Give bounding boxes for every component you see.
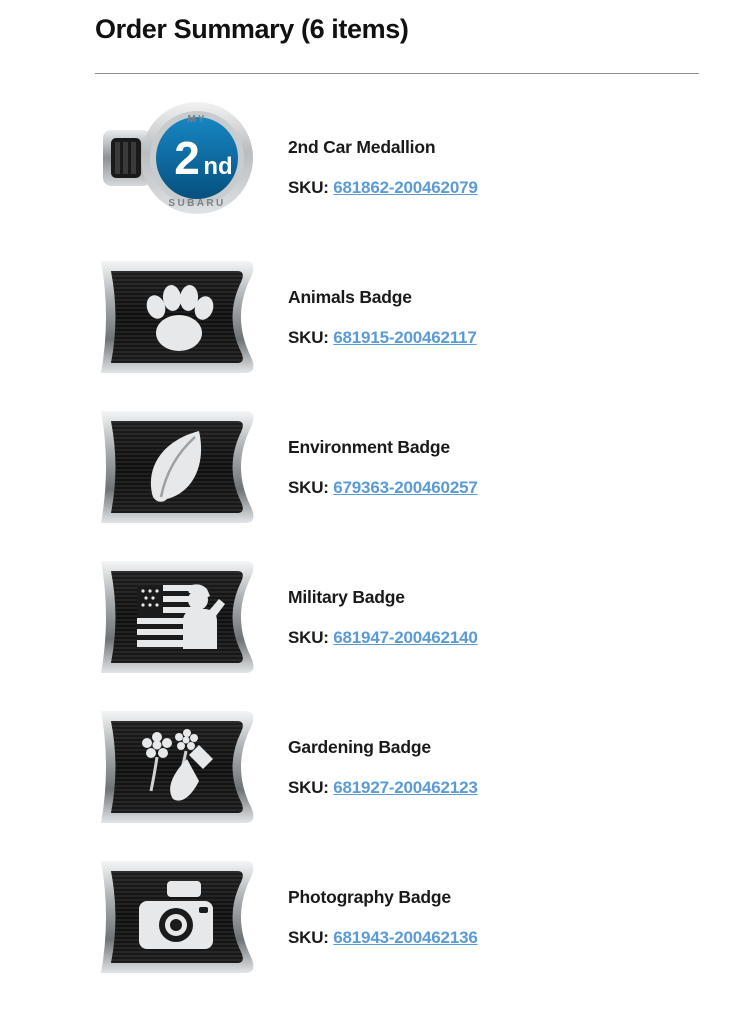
- item-name: Military Badge: [288, 586, 405, 607]
- svg-text:nd: nd: [203, 153, 233, 181]
- sku-label: SKU:: [288, 927, 329, 947]
- item-name: Gardening Badge: [288, 736, 431, 757]
- item-info: [260, 737, 698, 798]
- item-info: [260, 887, 698, 948]
- item-thumbnail[interactable]: [95, 247, 260, 387]
- sku-link[interactable]: 681862-200462079: [333, 177, 478, 197]
- title-divider: [95, 73, 699, 74]
- order-summary-page: [0, 13, 753, 992]
- medallion-2nd-car-icon: [95, 102, 260, 232]
- page-title: Order Summary (6 items): [95, 14, 409, 44]
- sku-link[interactable]: 681947-200462140: [333, 627, 478, 647]
- item-name: Photography Badge: [288, 886, 451, 907]
- list-item[interactable]: [95, 242, 698, 392]
- item-sku: [288, 778, 698, 798]
- military-salute-flag-icon: [95, 547, 260, 687]
- svg-text:MY: MY: [187, 114, 207, 126]
- item-sku: [288, 928, 698, 948]
- list-item[interactable]: [95, 542, 698, 692]
- item-sku: [288, 328, 698, 348]
- item-thumbnail[interactable]: [95, 102, 260, 232]
- sku-label: SKU:: [288, 177, 329, 197]
- item-thumbnail[interactable]: [95, 397, 260, 537]
- item-info: [260, 287, 698, 348]
- sku-link[interactable]: 681943-200462136: [333, 927, 478, 947]
- leaf-icon: [95, 397, 260, 537]
- item-info: [260, 137, 698, 198]
- item-info: [260, 587, 698, 648]
- item-sku: [288, 628, 698, 648]
- svg-text:SUBARU: SUBARU: [168, 198, 226, 210]
- item-name: Environment Badge: [288, 436, 450, 457]
- item-name: 2nd Car Medallion: [288, 136, 436, 157]
- order-items-list: [95, 92, 698, 992]
- sku-link[interactable]: 681915-200462117: [333, 327, 477, 347]
- item-info: [260, 437, 698, 498]
- sku-label: SKU:: [288, 477, 329, 497]
- svg-text:2: 2: [174, 132, 200, 185]
- sku-label: SKU:: [288, 327, 329, 347]
- trowel-flowers-icon: [95, 697, 260, 837]
- item-thumbnail[interactable]: [95, 847, 260, 987]
- item-name: Animals Badge: [288, 286, 412, 307]
- paw-print-icon: [95, 247, 260, 387]
- sku-label: SKU:: [288, 777, 329, 797]
- sku-label: SKU:: [288, 627, 329, 647]
- item-thumbnail[interactable]: [95, 547, 260, 687]
- sku-link[interactable]: 679363-200460257: [333, 477, 478, 497]
- item-sku: [288, 178, 698, 198]
- list-item[interactable]: [95, 92, 698, 242]
- item-sku: [288, 478, 698, 498]
- list-item[interactable]: [95, 392, 698, 542]
- list-item[interactable]: [95, 842, 698, 992]
- camera-icon: [95, 847, 260, 987]
- list-item[interactable]: [95, 692, 698, 842]
- item-thumbnail[interactable]: [95, 697, 260, 837]
- sku-link[interactable]: 681927-200462123: [333, 777, 478, 797]
